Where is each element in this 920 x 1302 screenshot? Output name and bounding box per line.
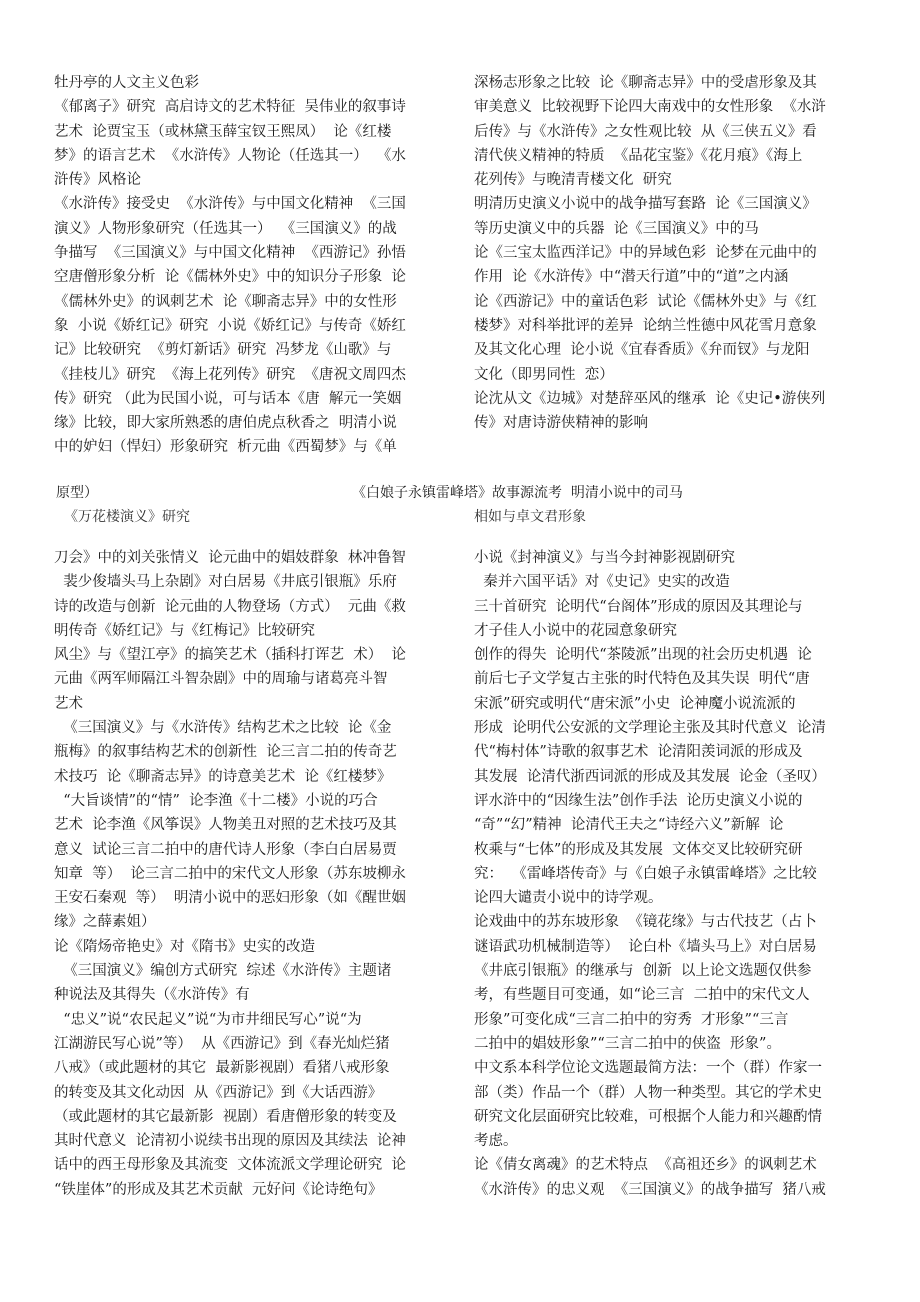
text-line: 及其文化心理 论小说《宜春香质》《弁而钗》与龙阳: [474, 342, 810, 359]
text-line: 风尘》与《望江亭》的搞笑艺术（插科打诨艺 术） 论: [54, 647, 406, 664]
text-line: 清代侠义精神的特质 《品花宝鉴》《花月痕》《海上: [474, 147, 803, 164]
text-line: 《挂枝儿》研究 《海上花列传》研究 《唐祝文周四杰: [54, 366, 406, 383]
text-line: 小说《封神演义》与当今封神影视剧研究: [474, 550, 735, 566]
text-line: 艺术: [54, 695, 83, 712]
column-bottom-left: [54, 546, 406, 1202]
text-line: 枚乘与“七体”的形成及其发展 文体交叉比较研究研: [474, 841, 803, 858]
text-line: 论沈从文《边城》对楚辞巫风的继承 论《史记•游侠列: [474, 390, 826, 407]
text-line: 作用 论《水浒传》中“潜天行道”中的“道”之内涵: [474, 269, 789, 286]
column-top-right: [474, 71, 826, 435]
text-line: 考虑。: [474, 1133, 518, 1150]
fragment-center-line: 《白娘子永镇雷峰塔》故事源流考 明清小说中的司马: [352, 485, 683, 501]
text-line: 论《三宝太监西洋记》中的异域色彩 论梦在元曲中的: [474, 245, 817, 262]
column-top-left: [54, 71, 406, 460]
text-line: 论戏曲中的苏东坡形象 《镜花缘》与古代技艺（占卜: [474, 914, 817, 931]
text-line: 论《西游记》中的童话色彩 试论《儒林外史》与《红: [474, 293, 817, 310]
text-line: 象 小说《娇红记》研究 小说《娇红记》与传奇《娇红: [54, 317, 406, 334]
text-line: 《儒林外史》的讽刺艺术 论《聊斋志异》中的女性形: [54, 293, 397, 310]
text-line: “大旨谈情”的“情” 论李渔《十二楼》小说的巧合: [54, 792, 378, 809]
text-line: 《水浒传》接受史 《水浒传》与中国文化精神 《三国: [54, 196, 406, 213]
text-line: 《水浒传》的忠义观 《三国演义》的战争描写 猪八戒: [474, 1181, 826, 1198]
text-line: 究： 《雷峰塔传奇》与《白娘子永镇雷峰塔》之比较: [474, 865, 817, 882]
text-line: 记》比较研究 《剪灯新话》研究 冯梦龙《山歌》与: [54, 342, 392, 359]
text-line: 形象”可变化成“三言二拍中的穷秀 才形象”“三言: [474, 1011, 789, 1028]
text-line: 空唐僧形象分析 论《儒林外史》中的知识分子形象 论: [54, 269, 406, 286]
text-line: 瓶梅》的叙事结构艺术的创新性 论三言二拍的传奇艺: [54, 744, 397, 761]
text-line: “奇”“幻”精神 论清代王夫之“诗经六义”新解 论: [474, 817, 784, 834]
text-line: 的转变及其文化动因 从《西游记》到《大话西游》: [54, 1084, 383, 1101]
fragment-right-cut: 相如与卓文君形象: [474, 509, 586, 525]
text-line: 演义》人物形象研究（任选其一） 《三国演义》的战: [54, 220, 397, 237]
text-line: 牡丹亭的人文主义色彩: [54, 75, 199, 91]
text-line: 等历史演义中的兵器 论《三国演义》中的马: [474, 220, 759, 237]
text-line: 江湖游民写心说”等） 从《西游记》到《春光灿烂猪: [54, 1035, 390, 1052]
text-line: 缘》比较，即大家所熟悉的唐伯虎点秋香之 明清小说: [54, 415, 397, 432]
text-line: 明清历史演义小说中的战争描写套路 论《三国演义》: [474, 196, 817, 213]
text-line: 创作的得失 论明代“茶陵派”出现的社会历史机遇 论: [474, 647, 812, 664]
text-line: 研究文化层面研究比较难，可根据个人能力和兴趣酌情: [474, 1108, 822, 1125]
text-line: 才子佳人小说中的花园意象研究: [474, 622, 677, 639]
text-line: 评水浒中的“因缘生法”创作手法 论历史演义小说的: [474, 792, 803, 809]
text-line: 传》研究 （此为民国小说，可与话本《唐 解元一笑姻: [54, 390, 402, 407]
text-line: 代“梅村体”诗歌的叙事艺术 论清阳羡词派的形成及: [474, 744, 803, 761]
text-line: 争描写 《三国演义》与中国文化精神 《西游记》孙悟: [54, 245, 406, 262]
text-line: 秦并六国平话》对《史记》史实的改造: [474, 574, 730, 591]
text-line: 中文系本科学位论文选题最简方法：一个（群）作家一: [474, 1060, 822, 1077]
text-line: “铁崖体”的形成及其艺术贡献 元好问《论诗绝句》: [54, 1181, 383, 1198]
text-line: 深杨志形象之比较 论《聊斋志异》中的受虐形象及其: [474, 75, 817, 91]
text-line: 部（类）作品一个（群）人物一种类型。其它的学术史: [474, 1084, 822, 1101]
text-line: “忠义”说“农民起义”说“为市井细民写心”说“为: [54, 1011, 362, 1028]
text-line: 术技巧 论《聊斋志异》的诗意美艺术 论《红楼梦》: [54, 768, 392, 785]
text-line: 花列传》与晚清青楼文化 研究: [474, 172, 672, 189]
text-line: 谜语武功机械制造等） 论白朴《墙头马上》对白居易: [474, 938, 817, 955]
text-line: 中的妒妇（悍妇）形象研究 析元曲《西蜀梦》与《单: [54, 439, 397, 456]
text-line: 后传》与《水浒传》之女性观比较 从《三侠五义》看: [474, 123, 817, 140]
text-line: 元曲《两军师隔江斗智杂剧》中的周瑜与诸葛亮斗智: [54, 671, 388, 688]
text-line: 话中的西王母形象及其流变 文体流派文学理论研究 论: [54, 1157, 406, 1174]
text-line: 《三国演义》与《水浒传》结构艺术之比较 论《金: [54, 720, 392, 737]
fragment-left-cut: 《万花楼演义》研究: [64, 509, 190, 525]
text-line: 三十首研究 论明代“台阁体”形成的原因及其理论与: [474, 598, 803, 615]
text-line: 审美意义 比较视野下论四大南戏中的女性形象 《水浒: [474, 99, 826, 116]
text-line: 意义 试论三言二拍中的唐代诗人形象（李白白居易贾: [54, 841, 397, 858]
text-line: 传》对唐诗游侠精神的影响: [474, 415, 648, 432]
text-line: 考，有些题目可变通，如“论三言 二拍中的宋代文人: [474, 987, 810, 1004]
text-line: 前后七子文学复古主张的时代特色及其失误 明代“唐: [474, 671, 810, 688]
text-line: 艺术 论李渔《风筝误》人物美丑对照的艺术技巧及其: [54, 817, 397, 834]
text-line: 艺术 论贾宝玉（或林黛玉薛宝钗王熙凤） 论《红楼: [54, 123, 392, 140]
text-line: 诗的改造与创新 论元曲的人物登场（方式） 元曲《救: [54, 598, 406, 615]
text-line: 其发展 论清代浙西词派的形成及其发展 论金（圣叹）: [474, 768, 826, 785]
text-line: 明传奇《娇红记》与《红梅记》比较研究: [54, 622, 315, 639]
text-line: 《郁离子》研究 高启诗文的艺术特征 吴伟业的叙事诗: [54, 99, 406, 116]
text-line: 《井底引银瓶》的继承与 创新 以上论文选题仅供参: [474, 963, 812, 980]
text-line: 其时代意义 论清初小说续书出现的原因及其续法 论神: [54, 1133, 406, 1150]
text-line: 二拍中的娼妓形象”“三言二拍中的侠盗 形象”。: [474, 1035, 781, 1052]
fragment-left-tail: 原型）: [56, 485, 98, 501]
text-line: 梦》的语言艺术 《水浒传》人物论（任选其一） 《水: [54, 147, 406, 164]
text-line: 楼梦》对科举批评的差异 论纳兰性德中风花雪月意象: [474, 317, 817, 334]
text-line: 种说法及其得失（《水浒传》有: [54, 987, 250, 1004]
text-line: 《三国演义》编创方式研究 综述《水浒传》主题诸: [54, 963, 392, 980]
text-line: 裴少俊墙头马上杂剧》对白居易《井底引银瓶》乐府: [54, 574, 397, 591]
column-bottom-right: [474, 546, 826, 1202]
text-line: 浒传》风格论: [54, 172, 141, 189]
text-line: 刀会》中的刘关张情义 论元曲中的娼妓群象 林冲鲁智: [54, 550, 406, 566]
text-line: 文化（即男同性 恋）: [474, 366, 614, 383]
text-line: 论《倩女离魂》的艺术特点 《高祖还乡》的讽刺艺术: [474, 1157, 817, 1174]
text-line: 知章 等） 论三言二拍中的宋代文人形象（苏东坡柳永: [54, 865, 406, 882]
text-line: 宋派”研究或明代“唐宋派”小史 论神魔小说流派的: [474, 695, 796, 712]
text-line: 王安石秦观 等） 明清小说中的恶妇形象（如《醒世姻: [54, 890, 406, 907]
text-line: 论《隋炀帝艳史》对《隋书》史实的改造: [54, 938, 315, 955]
text-line: 八戒》（或此题材的其它 最新影视剧）看猪八戒形象: [54, 1060, 390, 1077]
text-line: 形成 论明代公安派的文学理论主张及其时代意义 论清: [474, 720, 826, 737]
text-line: （或此题材的其它最新影 视剧）看唐僧形象的转变及: [54, 1108, 397, 1125]
text-line: 缘》之薛素姐）: [54, 914, 156, 931]
text-line: 论四大谴责小说中的诗学观。: [474, 890, 663, 907]
